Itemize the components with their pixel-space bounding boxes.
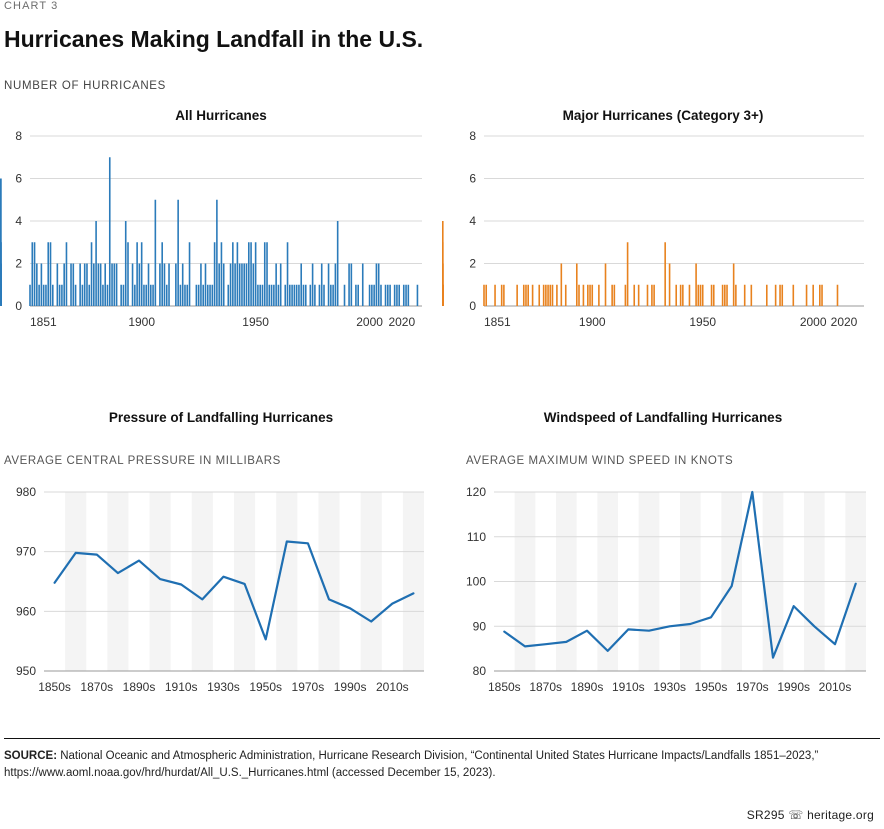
svg-text:2020: 2020 xyxy=(388,315,416,329)
svg-text:1970s: 1970s xyxy=(735,680,769,694)
svg-text:80: 80 xyxy=(472,664,486,678)
svg-text:100: 100 xyxy=(465,574,486,589)
bar-chart-all-hurricanes xyxy=(0,108,442,340)
panel-title-all-hurricanes: All Hurricanes xyxy=(175,108,267,123)
svg-text:1950s: 1950s xyxy=(249,680,283,694)
svg-text:1850s: 1850s xyxy=(38,680,71,694)
svg-text:1870s: 1870s xyxy=(529,680,563,694)
svg-text:2010s: 2010s xyxy=(818,680,852,694)
svg-text:980: 980 xyxy=(15,485,36,499)
panel-pressure xyxy=(0,410,442,710)
svg-text:6: 6 xyxy=(15,171,22,186)
svg-text:4: 4 xyxy=(469,214,476,228)
panel-major-hurricanes xyxy=(442,108,884,358)
units-label-top: NUMBER OF HURRICANES xyxy=(4,80,167,92)
svg-text:1890s: 1890s xyxy=(122,680,156,694)
svg-text:2000: 2000 xyxy=(799,315,827,329)
panel-title-windspeed: Windspeed of Landfalling Hurricanes xyxy=(543,410,783,425)
svg-text:2: 2 xyxy=(469,256,476,271)
svg-text:90: 90 xyxy=(472,619,486,634)
svg-text:4: 4 xyxy=(15,214,22,228)
svg-text:1990s: 1990s xyxy=(777,680,811,694)
report-id: SR295 xyxy=(746,808,785,822)
panel-windspeed xyxy=(442,410,884,710)
svg-text:1900: 1900 xyxy=(578,315,606,329)
svg-text:1890s: 1890s xyxy=(570,680,604,694)
svg-text:1870s: 1870s xyxy=(80,680,114,694)
heritage-logo-icon: ☏ xyxy=(788,808,804,822)
svg-text:8: 8 xyxy=(15,129,22,143)
svg-text:1910s: 1910s xyxy=(164,680,198,694)
svg-text:1851: 1851 xyxy=(484,315,511,329)
footer-divider xyxy=(4,738,880,739)
svg-text:0: 0 xyxy=(15,299,22,313)
svg-text:1850s: 1850s xyxy=(487,680,521,694)
svg-text:970: 970 xyxy=(15,544,36,559)
svg-text:1900: 1900 xyxy=(128,315,156,329)
line-chart-pressure xyxy=(0,478,442,703)
footer-brand xyxy=(747,808,874,822)
svg-text:1970s: 1970s xyxy=(291,680,325,694)
source-label: SOURCE: xyxy=(4,750,58,762)
source-text: National Oceanic and Atmospheric Administration, Hurricane Research Division, “Continental United States Hurricane Impacts/Landfalls 1851–2023,” https://www.aoml.noaa.gov/hrd/hurdat/All_U.S._Hurricanes.html (accessed December 15, 2023). xyxy=(4,750,819,779)
page-title: Hurricanes Making Landfall in the U.S. xyxy=(4,26,424,52)
svg-text:8: 8 xyxy=(469,129,476,143)
svg-text:960: 960 xyxy=(15,604,36,619)
svg-text:1930s: 1930s xyxy=(653,680,687,694)
units-label-pressure: AVERAGE CENTRAL PRESSURE IN MILLIBARS xyxy=(4,455,281,467)
svg-text:950: 950 xyxy=(15,664,36,678)
svg-text:1950: 1950 xyxy=(242,315,269,329)
line-chart-windspeed xyxy=(442,478,884,703)
panel-title-major-hurricanes: Major Hurricanes (Category 3+) xyxy=(562,108,764,123)
panel-title-pressure: Pressure of Landfalling Hurricanes xyxy=(108,410,334,425)
chart-number-label: CHART 3 xyxy=(4,0,59,12)
svg-text:0: 0 xyxy=(469,299,476,313)
bar-chart-major-hurricanes xyxy=(442,108,884,340)
svg-text:1851: 1851 xyxy=(30,315,57,329)
source-note xyxy=(4,748,874,781)
svg-text:1950s: 1950s xyxy=(694,680,728,694)
svg-text:1910s: 1910s xyxy=(611,680,645,694)
svg-text:2010s: 2010s xyxy=(375,680,409,694)
svg-text:6: 6 xyxy=(469,171,476,186)
svg-text:2020: 2020 xyxy=(830,315,858,329)
svg-text:1950: 1950 xyxy=(689,315,717,329)
svg-text:2000: 2000 xyxy=(356,315,383,329)
svg-text:120: 120 xyxy=(465,485,486,499)
svg-text:1930s: 1930s xyxy=(207,680,240,694)
panel-all-hurricanes xyxy=(0,108,442,358)
svg-text:1990s: 1990s xyxy=(333,680,367,694)
units-label-windspeed: AVERAGE MAXIMUM WIND SPEED IN KNOTS xyxy=(466,455,734,467)
svg-text:110: 110 xyxy=(466,529,486,544)
svg-text:2: 2 xyxy=(15,256,22,271)
brand-name: heritage.org xyxy=(807,808,874,822)
